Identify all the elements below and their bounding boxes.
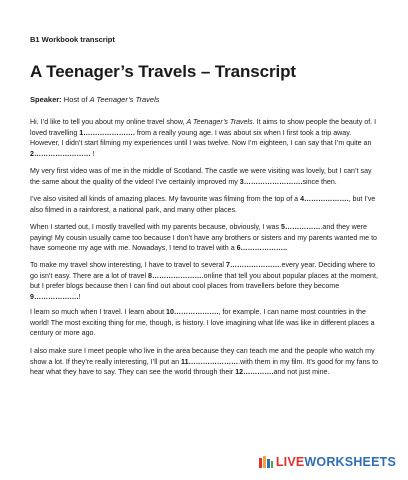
liveworksheets-logo[interactable] xyxy=(259,455,396,469)
p3-text-a: I’ve also visited all kinds of amazing places. My favourite was filming from the top of a xyxy=(30,195,301,203)
p2-text-a: My very first video was of me in the middle of Scotland. The castle we were visiting was lovely, but I can’t say the same about the quality of the video! I’ve certainly improved my xyxy=(30,167,372,186)
logo-live-text: LIVE xyxy=(275,455,305,469)
p2-text-b: since then. xyxy=(302,177,337,186)
blank-10[interactable]: 10………………. xyxy=(166,308,219,316)
speaker-line xyxy=(30,95,160,104)
liveworksheets-logo-icon xyxy=(259,456,273,468)
p7-text-a: I also make sure I meet people who live in the area because they can teach me and the people who watch my show a lot. If they’re really interesting, I’ll put an xyxy=(30,347,375,366)
blank-8[interactable]: 8………………… xyxy=(148,271,202,280)
p1-text-a: Hi. I’d like to tell you about my online travel show, xyxy=(30,118,187,126)
p6-text-b: , for example. I can name most countries in the world! The most exciting thing for me, though, is history. I love imagining what life was like in different places a century or more ago. xyxy=(30,308,375,338)
blank-2[interactable]: 2…………………… xyxy=(30,150,91,159)
blank-9[interactable]: 9………………. xyxy=(30,293,79,302)
paragraph-6 xyxy=(30,307,380,339)
p1-text-d: ! xyxy=(90,150,95,159)
blank-3[interactable]: 3……………………. xyxy=(239,177,303,186)
paragraph-5 xyxy=(30,260,380,303)
paragraph-7 xyxy=(30,346,380,378)
p1-show-title: A Teenager’s Travels xyxy=(186,118,253,126)
p7-text-b: .with them in my film. It’s good for my fans to hear what they have to say. They can see the world through their xyxy=(30,357,378,377)
speaker-show-title: A Teenager’s Travels xyxy=(89,95,160,104)
blank-7[interactable]: 7………………… xyxy=(225,261,280,269)
blank-5[interactable]: 5…………… xyxy=(281,223,321,231)
p3-text-b: , but I’ve also filmed in a rainforest, a national park, and many other places. xyxy=(30,195,376,214)
paragraph-4 xyxy=(30,222,380,254)
p5-text-b: .every year. Deciding where to go isn’t easy. There are a lot of travel xyxy=(30,261,375,280)
p1-text-b: . It aims to show people the beauty of. I loved travelling xyxy=(30,118,377,137)
p7-text-c: and not just mine. xyxy=(273,368,330,377)
p5-text-a: To make my travel show interesting, I have to travel to several xyxy=(30,261,226,269)
p5-text-c: .online that tell you about popular places at the moment, but I prefer blogs because then I can find out about cool places from travellers before they become xyxy=(30,271,378,291)
p6-text-a: I learn so much when I travel. I learn about xyxy=(30,308,167,316)
page-title: A Teenager’s Travels – Transcript xyxy=(30,62,296,81)
blank-12[interactable]: 12…………. xyxy=(235,368,274,377)
blank-11[interactable]: 11………………… xyxy=(181,357,239,366)
paragraph-2 xyxy=(30,166,380,187)
speaker-label: Speaker: xyxy=(30,95,62,104)
p4-text-a: When I started out, I mostly travelled with my parents because, obviously, I was xyxy=(30,223,282,231)
p4-text-b: .and they were paying! My cousin usually came too because I don’t have any brothers or sisters and my parents wanted me to have someone my age with me. Nowadays, I tend to travel with a xyxy=(30,223,377,253)
logo-worksheets-text: WORKSHEETS xyxy=(304,455,396,469)
paragraph-3 xyxy=(30,194,380,215)
blank-1[interactable]: 1…………………. xyxy=(79,128,135,137)
logo-wordmark xyxy=(276,455,396,469)
workbook-label: B1 Workbook transcript xyxy=(30,35,115,44)
blank-6[interactable]: 6……………….. xyxy=(236,244,288,253)
speaker-text: Host of xyxy=(63,95,90,104)
p5-text-d: ! xyxy=(78,293,81,302)
paragraph-1 xyxy=(30,117,380,160)
blank-4[interactable]: 4………………. xyxy=(300,195,349,203)
p1-text-c: from a really young age. I was about six when I first took a trip away. However, I didn’t start filming my experiences until I was twelve. Now I’m eighteen, I can say that I’m quite an xyxy=(30,128,372,148)
footer-bar xyxy=(0,444,408,480)
